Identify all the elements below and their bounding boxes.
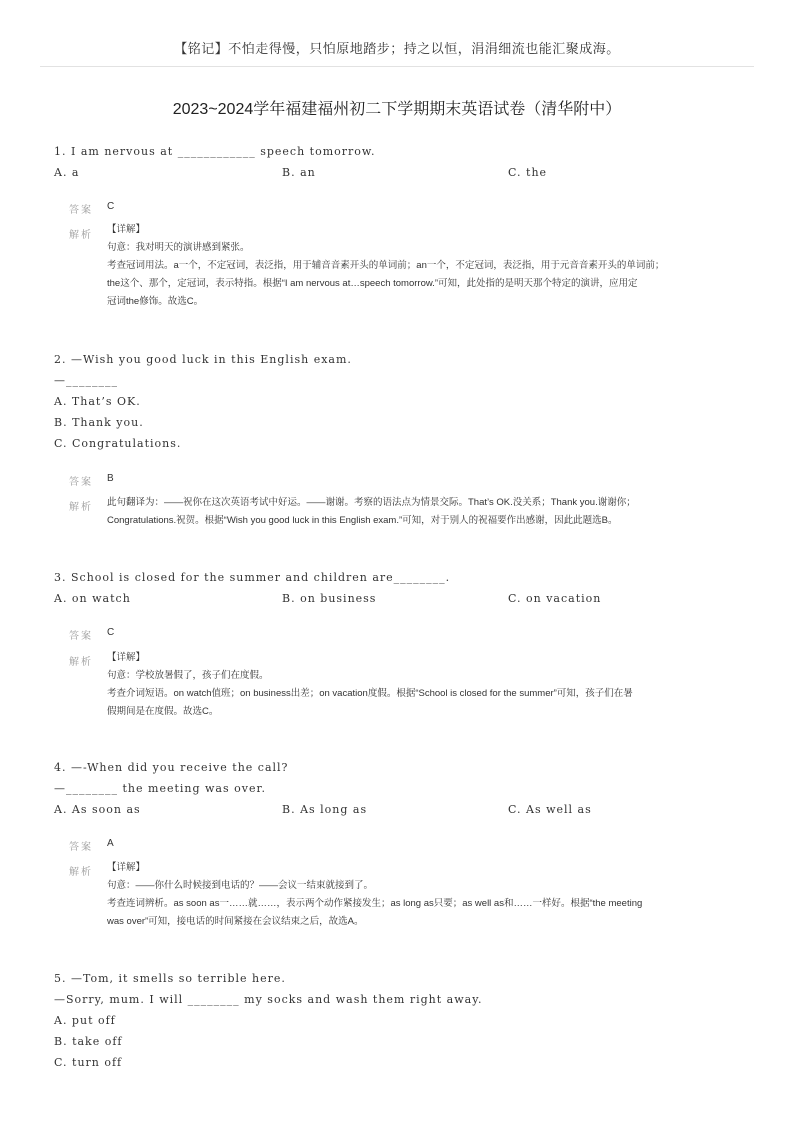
question-5-response: —Sorry, mum. I will ________ my socks and wash them right away.	[54, 993, 483, 1006]
question-4-response: —________ the meeting was over.	[54, 782, 267, 795]
analysis-label: 解析	[69, 502, 93, 513]
question-5-option-b: B. take off	[54, 1035, 123, 1048]
analysis-line: 句意：我对明天的演讲感到紧张。	[107, 242, 250, 253]
answer-label: 答案	[69, 842, 93, 853]
question-2-analysis	[107, 494, 727, 530]
page-title: 2023~2024学年福建福州初二下学期期末英语试卷（清华附中）	[172, 101, 622, 118]
question-1-analysis	[107, 221, 727, 311]
question-2-stem: 2. —Wish you good luck in this English exam.	[54, 353, 352, 366]
analysis-line: 【详解】	[107, 224, 146, 235]
question-4-option-c: C. As well as	[508, 803, 592, 816]
analysis-line: 考查介词短语。on watch值班；on business出差；on vacation度假。根据“School is closed for the summer”可知，孩子们在暑	[107, 688, 633, 699]
question-1-option-b: B. an	[282, 166, 316, 179]
question-2-option-c: C. Congratulations.	[54, 437, 182, 450]
analysis-line: 【详解】	[107, 652, 146, 663]
question-2-response: —________	[54, 374, 118, 387]
analysis-label: 解析	[69, 867, 93, 878]
question-4-answer: A	[107, 838, 114, 849]
question-1-option-a: A. a	[54, 166, 80, 179]
analysis-line: Congratulations.祝贺。根据“Wish you good luck in this English exam.”可知，对于别人的祝福要作出感谢，因此此题选B。	[107, 515, 618, 526]
question-3-answer: C	[107, 627, 115, 638]
answer-label: 答案	[69, 205, 93, 216]
question-2-answer: B	[107, 473, 114, 484]
question-4-analysis	[107, 859, 727, 931]
motto-banner: 【铭记】不怕走得慢，只怕原地踏步；持之以恒，涓涓细流也能汇聚成海。	[174, 42, 620, 57]
question-5-stem: 5. —Tom, it smells so terrible here.	[54, 972, 286, 985]
analysis-line: 冠词the修饰。故选C。	[107, 296, 204, 307]
question-2-option-a: A. That’s OK.	[54, 395, 141, 408]
question-1-stem: 1. I am nervous at ____________ speech tomorrow.	[54, 145, 376, 158]
analysis-line: the这个、那个，定冠词，表示特指。根据“I am nervous at…speech tomorrow.”可知，此处指的是明天那个特定的演讲，应用定	[107, 278, 638, 289]
analysis-line: 句意：学校放暑假了，孩子们在度假。	[107, 670, 269, 681]
question-4-stem: 4. —-When did you receive the call?	[54, 761, 289, 774]
question-3-option-b: B. on business	[282, 592, 377, 605]
analysis-line: was over”可知，接电话的时间紧接在会议结束之后，故选A。	[107, 916, 364, 927]
analysis-label: 解析	[69, 657, 93, 668]
question-5-option-c: C. turn off	[54, 1056, 123, 1069]
question-1-option-c: C. the	[508, 166, 548, 179]
analysis-line: 此句翻译为：——祝你在这次英语考试中好运。——谢谢。考察的语法点为情景交际。That’s OK.没关系；Thank you.谢谢你；	[107, 497, 636, 508]
question-5-option-a: A. put off	[54, 1014, 116, 1027]
answer-label: 答案	[69, 477, 93, 488]
question-2-option-b: B. Thank you.	[54, 416, 144, 429]
question-3-analysis	[107, 649, 727, 721]
answer-label: 答案	[69, 631, 93, 642]
analysis-label: 解析	[69, 230, 93, 241]
question-4-option-b: B. As long as	[282, 803, 368, 816]
header-divider	[40, 66, 754, 67]
analysis-line: 句意：——你什么时候接到电话的？——会议一结束就接到了。	[107, 880, 374, 891]
analysis-line: 考查冠词用法。a一个，不定冠词，表泛指，用于辅音音素开头的单词前；an一个，不定冠词，表泛指，用于元音音素开头的单词前；	[107, 260, 665, 271]
analysis-line: 【详解】	[107, 862, 146, 873]
question-3-option-c: C. on vacation	[508, 592, 602, 605]
question-1-answer: C	[107, 201, 115, 212]
analysis-line: 考查连词辨析。as soon as一……就……，表示两个动作紧接发生；as long as只要；as well as和……一样好。根据“the meeting	[107, 898, 643, 909]
question-3-stem: 3. School is closed for the summer and children are________.	[54, 571, 451, 584]
analysis-line: 假期间是在度假。故选C。	[107, 706, 219, 717]
question-3-option-a: A. on watch	[54, 592, 131, 605]
question-4-option-a: A. As soon as	[54, 803, 141, 816]
